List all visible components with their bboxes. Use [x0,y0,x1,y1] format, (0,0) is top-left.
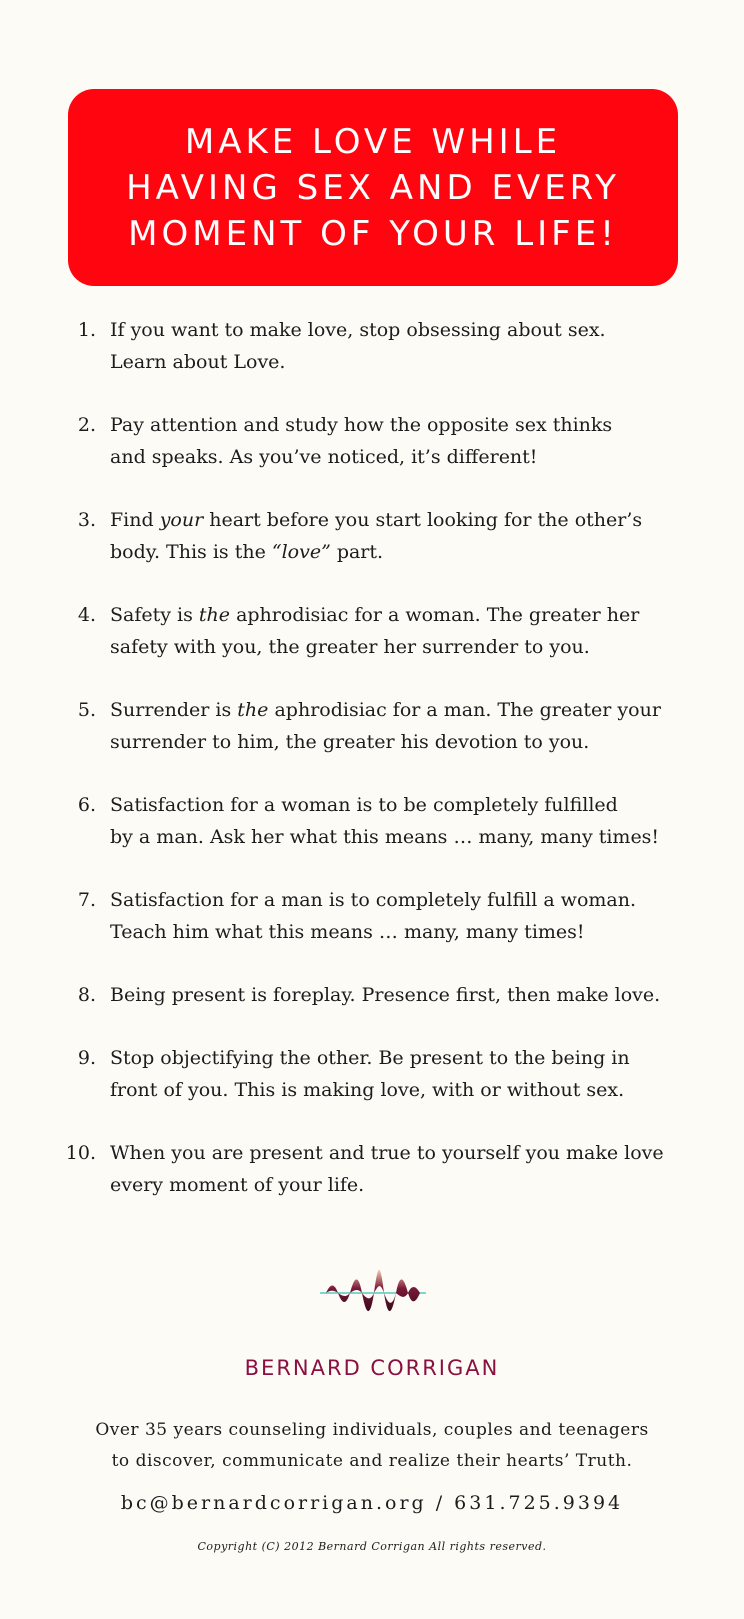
list-item-4 [60,599,700,663]
item-text: aphrodisiac for a woman. The greater her [230,604,640,626]
list-item-6 [60,789,700,853]
item-text-line-1 [110,504,700,536]
list-item-8 [60,979,700,1011]
banner-title-line-2: HAVING SEX AND EVERY [126,167,620,208]
item-text-line-1: Satisfaction for a woman is to be completely fulfilled [110,794,618,816]
list-item-3 [60,504,700,568]
item-text: Safety is [110,604,199,626]
item-text-line-2: Teach him what this means … many, many times! [110,921,585,943]
item-text-line-1: Pay attention and study how the opposite sex thinks [110,414,613,436]
list-item-9 [60,1042,700,1106]
item-text-line-1 [110,694,700,726]
item-emphasis: the [237,699,269,721]
tagline-line-2: to discover, communicate and realize their hearts’ Truth. [111,1451,633,1471]
title-banner [68,89,678,286]
item-text-line-1: Satisfaction for a man is to completely fulfill a woman. [110,889,637,911]
item-text: part. [330,541,384,563]
contact-info: bc@bernardcorrigan.org / 631.725.9394 [120,1492,624,1514]
item-text-line-1: When you are present and true to yourself you make love [110,1142,664,1164]
item-emphasis: your [159,509,204,531]
item-number: 6. [77,794,96,816]
item-text-line-2: by a man. Ask her what this means … many, many times! [110,826,660,848]
item-emphasis: the [198,604,231,626]
item-text: aphrodisiac for a man. The greater your [268,699,661,721]
list-item-5 [60,694,700,758]
item-emphasis: “love” [271,541,331,563]
item-number: 4. [77,604,96,626]
item-number: 3. [77,509,96,531]
item-text-line-1 [110,599,700,631]
tagline [0,1415,744,1477]
item-text-line-2 [110,536,700,568]
copyright-notice: Copyright (C) 2012 Bernard Corrigan All rights reserved. [197,1540,547,1553]
item-text: body. This is the [110,541,272,563]
item-text: Surrender is [110,699,238,721]
tips-list [60,314,700,1232]
item-text-line-2: every moment of your life. [110,1174,365,1196]
item-number: 7. [77,889,96,911]
sound-wave-logo-icon [318,1256,428,1332]
item-number: 1. [77,319,96,341]
item-text-line-2: safety with you, the greater her surrender to you. [110,636,590,658]
list-item-10 [60,1137,700,1201]
item-number: 5. [77,699,96,721]
list-item-7 [60,884,700,948]
banner-title-line-3: MOMENT OF YOUR LIFE! [128,213,618,254]
item-text-line-2: and speaks. As you’ve noticed, it’s different! [110,446,538,468]
item-text: Find [110,509,160,531]
list-item-2 [60,409,700,473]
item-text-line-1: If you want to make love, stop obsessing about sex. [110,319,606,341]
item-text: heart before you start looking for the other’s [203,509,643,531]
item-text-line-1: Stop objectifying the other. Be present to the being in [110,1047,630,1069]
item-text-line-1: Being present is foreplay. Presence first, then make love. [110,984,661,1006]
item-text-line-2: front of you. This is making love, with or without sex. [110,1079,625,1101]
list-item-1 [60,314,700,378]
brand-name: BERNARD CORRIGAN [244,1356,500,1380]
item-number: 8. [77,984,96,1006]
item-text-line-2: surrender to him, the greater his devotion to you. [110,731,590,753]
banner-title-line-1: MAKE LOVE WHILE [184,121,562,162]
item-number: 9. [77,1047,96,1069]
item-number: 10. [65,1142,96,1164]
item-text-line-2: Learn about Love. [110,351,286,373]
tagline-line-1: Over 35 years counseling individuals, couples and teenagers [95,1420,649,1440]
item-number: 2. [77,414,96,436]
